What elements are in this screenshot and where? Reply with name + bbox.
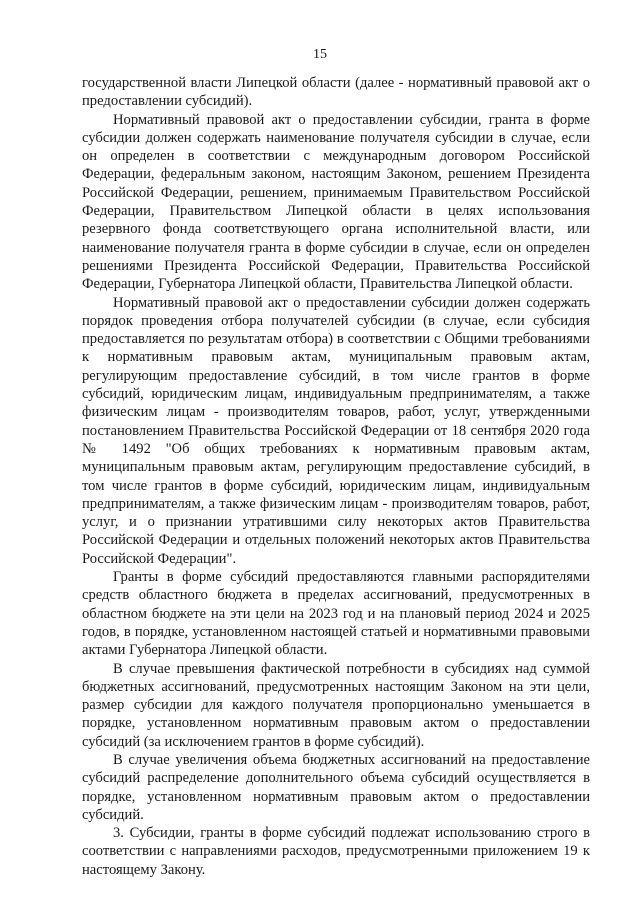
page-number: 15 [313,47,327,62]
paragraph-excess-need: В случае превышения фактической потребности в субсидиях над суммой бюджетных ассигнований, предусмотренных настоящим Законом на эти цели, размер субсидии для каждого получателя пропорционально уменьшается в порядке, установленном нормативным правовым актом о предоставлении субсидий (за исключением грантов в форме субсидий). [82,660,590,750]
paragraph-increase: В случае увеличения объема бюджетных ассигнований на предоставление субсидий распределение дополнительного объема субсидий осуществляется в порядке, установленном нормативным правовым актом о предоставлении субсидий. [82,751,590,823]
paragraph-continuation: государственной власти Липецкой области (далее - нормативный правовой акт о предоставлении субсидий). [82,75,590,110]
paragraph-grants: Гранты в форме субсидий предоставляются главными распорядителями средств областного бюджета в пределах ассигнований, предусмотренных в областном бюджете на эти цели на 2023 год и на плановый период 2024 и 2025 годов, в порядке, установленном настоящей статьей и нормативными правовыми актами Губернатора Липецкой области. [82,569,590,659]
document-body [82,74,590,879]
paragraph-recipient-name: Нормативный правовой акт о предоставлении субсидии, гранта в форме субсидии должен содержать наименование получателя субсидии в случае, если он определен в соответствии с международным договором Российской Федерации, федеральным законом, настоящим Законом, решением Президента Российской Федерации, решением, принимаемым Правительством Российской Федерации, Правительством Липецкой области в целях использования резервного фонда соответствующего органа исполнительной власти, или наименование получателя гранта в форме субсидии в случае, если он определен решениями Президента Российской Федерации, Правительства Российской Федерации, Губернатора Липецкой области, Правительства Липецкой области. [82,111,590,293]
paragraph-selection-procedure: Нормативный правовой акт о предоставлении субсидии должен содержать порядок проведения отбора получателей субсидии (в случае, если субсидия предоставляется по результатам отбора) в соответствии с Общими требованиями к нормативным правовым актам, муниципальным правовым актам, регулирующим предоставление субсидий, в том числе грантов в форме субсидий, юридическим лицам, индивидуальным предпринимателям, а также физическим лицам - производителям товаров, работ, услуг, утвержденными постановлением Правительства Российской Федерации от 18 сентября 2020 года № 1492 "Об общих требованиях к нормативным правовым актам, муниципальным правовым актам, регулирующим предоставление субсидий, в том числе грантов в форме субсидий, юридическим лицам, индивидуальным предпринимателям, а также физическим лицам - производителям товаров, работ, услуг, и о признании утратившими силу некоторых актов Правительства Российской Федерации и отдельных положений некоторых актов Правительства Российской Федерации". [82,294,590,567]
paragraph-section-3: 3. Субсидии, гранты в форме субсидий подлежат использованию строго в соответствии с направлениями расходов, предусмотренными приложением 19 к настоящему Закону. [82,825,590,878]
